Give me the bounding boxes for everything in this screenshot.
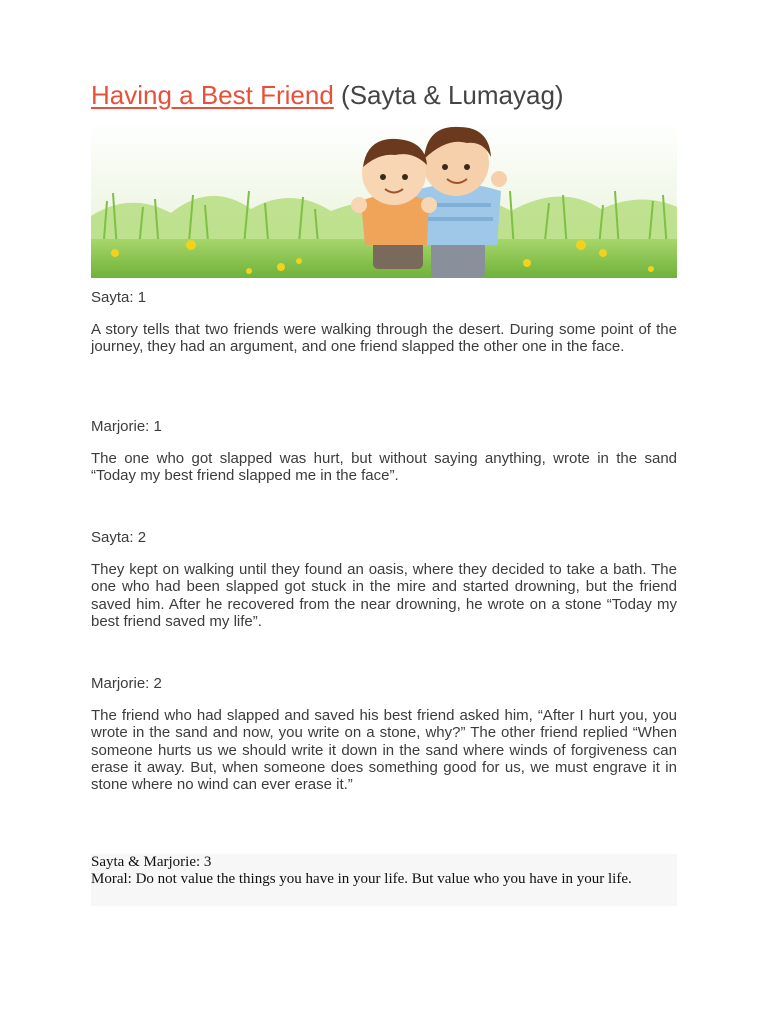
title-suffix: (Sayta & Lumayag) — [341, 80, 564, 110]
speaker-label: Marjorie: 2 — [91, 675, 162, 692]
story-paragraph: The one who got slapped was hurt, but without saying anything, wrote in the sand “Today my best friend slapped me in the face”. — [91, 450, 677, 485]
moral-text: Moral: Do not value the things you have in your life. But value who you have in your life. — [91, 871, 632, 887]
speaker-label: Sayta: 1 — [91, 289, 147, 306]
title-link[interactable]: Having a Best Friend — [91, 80, 334, 110]
speaker-label: Marjorie: 1 — [91, 418, 162, 435]
story-paragraph: The friend who had slapped and saved his best friend asked him, “After I hurt you, you wrote in the sand and now, you write on a stone, why?” The other friend replied “When someone hurts us we should write it down in the sand where winds of forgiveness can erase it away. But, when someone does something good for us, we must engrave it in stone where no wind can ever erase it.” — [91, 707, 677, 794]
speaker-label: Sayta: 2 — [91, 529, 147, 546]
hero-illustration — [91, 121, 677, 278]
moral-speaker: Sayta & Marjorie: 3 — [91, 854, 212, 870]
moral-box — [91, 854, 677, 906]
page-title — [91, 78, 564, 112]
story-paragraph: A story tells that two friends were walking through the desert. During some point of the journey, they had an argument, and one friend slapped the other one in the face. — [91, 321, 677, 356]
story-paragraph: They kept on walking until they found an oasis, where they decided to take a bath. The one who had been slapped got stuck in the mire and started drowning, but the friend saved him. After he recovered from the near drowning, he wrote on a stone “Today my best friend saved my life”. — [91, 561, 677, 630]
